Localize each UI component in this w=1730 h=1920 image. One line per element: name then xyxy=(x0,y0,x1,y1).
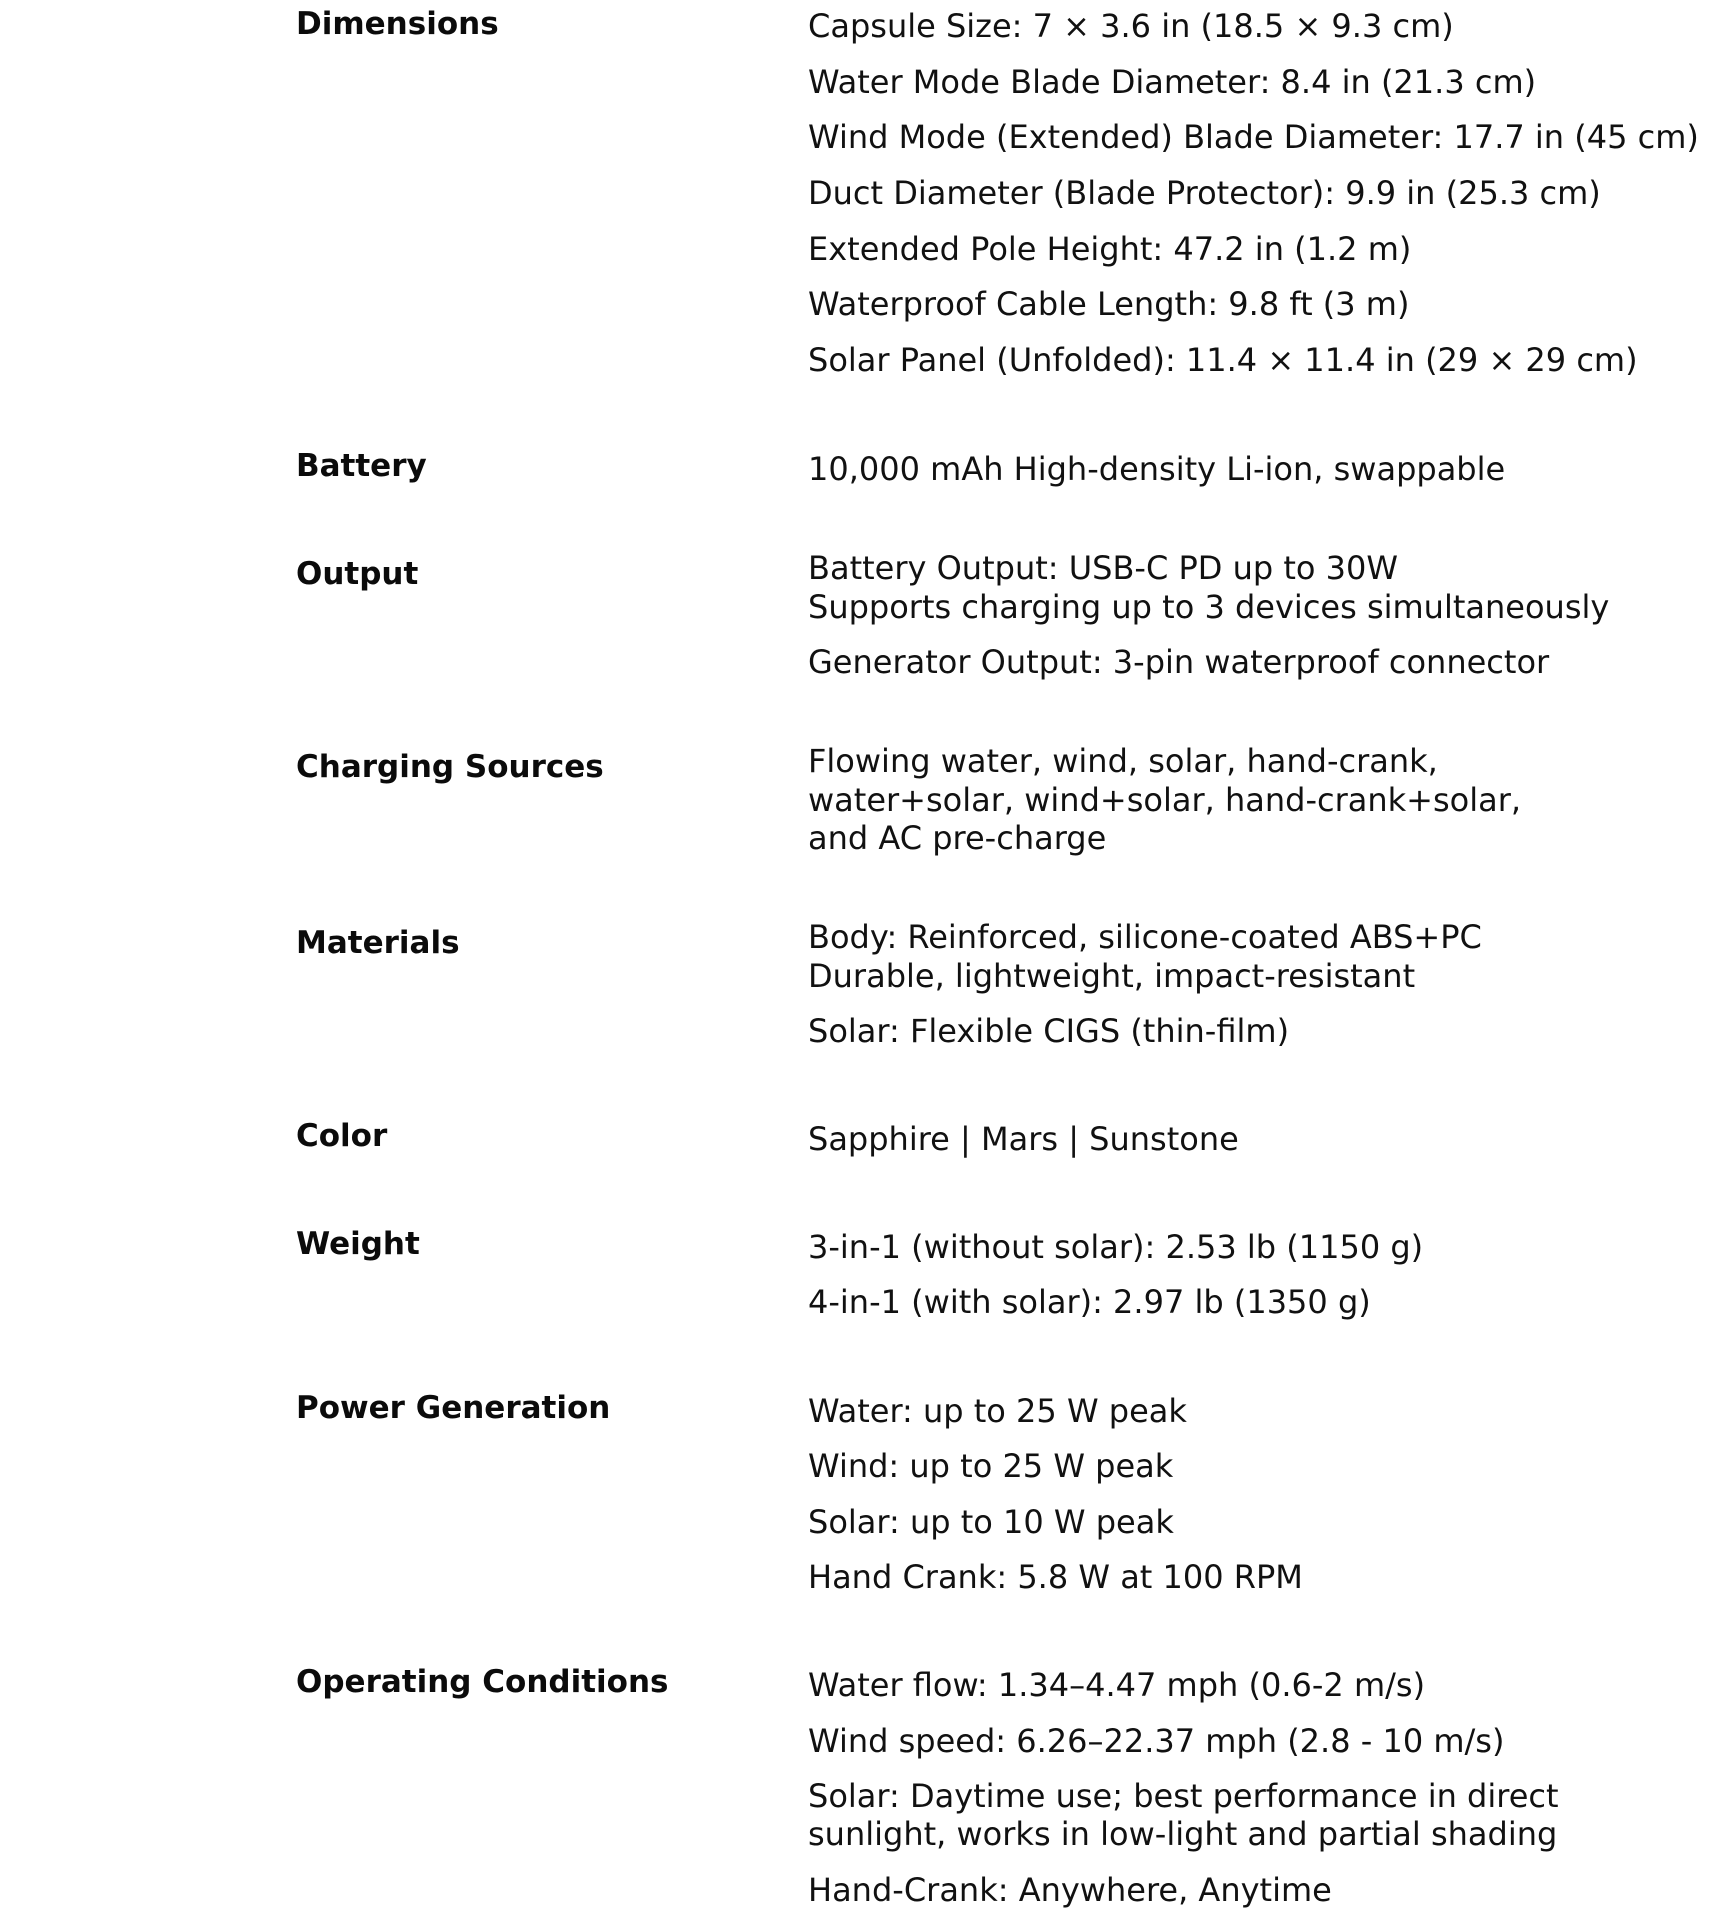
spec-value-line: Hand Crank: 5.8 W at 100 RPM xyxy=(808,1558,1303,1596)
spec-label-weight: Weight xyxy=(296,1226,420,1262)
spec-label-charging-sources: Charging Sources xyxy=(296,749,604,785)
spec-label-battery: Battery xyxy=(296,448,427,484)
spec-value-line: Durable, lightweight, impact-resistant xyxy=(808,957,1416,995)
spec-value-line: Battery Output: USB-C PD up to 30W xyxy=(808,549,1398,587)
spec-value-line: Extended Pole Height: 47.2 in (1.2 m) xyxy=(808,230,1412,268)
spec-label-output: Output xyxy=(296,556,419,592)
spec-value-line: Flowing water, wind, solar, hand-crank, xyxy=(808,742,1438,780)
spec-value-line: 3-in-1 (without solar): 2.53 lb (1150 g) xyxy=(808,1228,1424,1266)
spec-value-line: Wind: up to 25 W peak xyxy=(808,1447,1174,1485)
spec-label-color: Color xyxy=(296,1118,388,1154)
spec-value-line: Capsule Size: 7 × 3.6 in (18.5 × 9.3 cm) xyxy=(808,7,1454,45)
spec-value-line: Waterproof Cable Length: 9.8 ft (3 m) xyxy=(808,285,1410,323)
spec-value-line: Wind speed: 6.26–22.37 mph (2.8 - 10 m/s) xyxy=(808,1722,1505,1760)
spec-label-power-generation: Power Generation xyxy=(296,1390,611,1426)
spec-label-materials: Materials xyxy=(296,925,460,961)
spec-value-line: and AC pre-charge xyxy=(808,819,1107,857)
spec-value-line: 4-in-1 (with solar): 2.97 lb (1350 g) xyxy=(808,1283,1371,1321)
spec-label-operating-conditions: Operating Conditions xyxy=(296,1664,669,1700)
spec-value-line: sunlight, works in low-light and partial shading xyxy=(808,1815,1558,1853)
spec-value-line: Sapphire | Mars | Sunstone xyxy=(808,1120,1239,1158)
spec-value-line: water+solar, wind+solar, hand-crank+solar, xyxy=(808,781,1522,819)
spec-value-line: Wind Mode (Extended) Blade Diameter: 17.7 in (45 cm) xyxy=(808,118,1699,156)
spec-value-line: Hand-Crank: Anywhere, Anytime xyxy=(808,1871,1332,1909)
spec-value-line: Water: up to 25 W peak xyxy=(808,1392,1187,1430)
spec-value-line: 10,000 mAh High-density Li-ion, swappable xyxy=(808,450,1506,488)
spec-label-dimensions: Dimensions xyxy=(296,6,499,42)
spec-value-line: Supports charging up to 3 devices simultaneously xyxy=(808,588,1610,626)
spec-value-line: Duct Diameter (Blade Protector): 9.9 in (25.3 cm) xyxy=(808,174,1601,212)
spec-value-line: Water Mode Blade Diameter: 8.4 in (21.3 cm) xyxy=(808,63,1537,101)
spec-value-line: Solar: Flexible CIGS (thin-film) xyxy=(808,1012,1290,1050)
spec-value-line: Water flow: 1.34–4.47 mph (0.6-2 m/s) xyxy=(808,1666,1426,1704)
spec-value-line: Solar: Daytime use; best performance in direct xyxy=(808,1777,1559,1815)
spec-value-line: Body: Reinforced, silicone-coated ABS+PC xyxy=(808,918,1482,956)
spec-value-line: Generator Output: 3-pin waterproof connector xyxy=(808,643,1550,681)
spec-value-line: Solar: up to 10 W peak xyxy=(808,1503,1174,1541)
spec-value-line: Solar Panel (Unfolded): 11.4 × 11.4 in (29 × 29 cm) xyxy=(808,341,1638,379)
